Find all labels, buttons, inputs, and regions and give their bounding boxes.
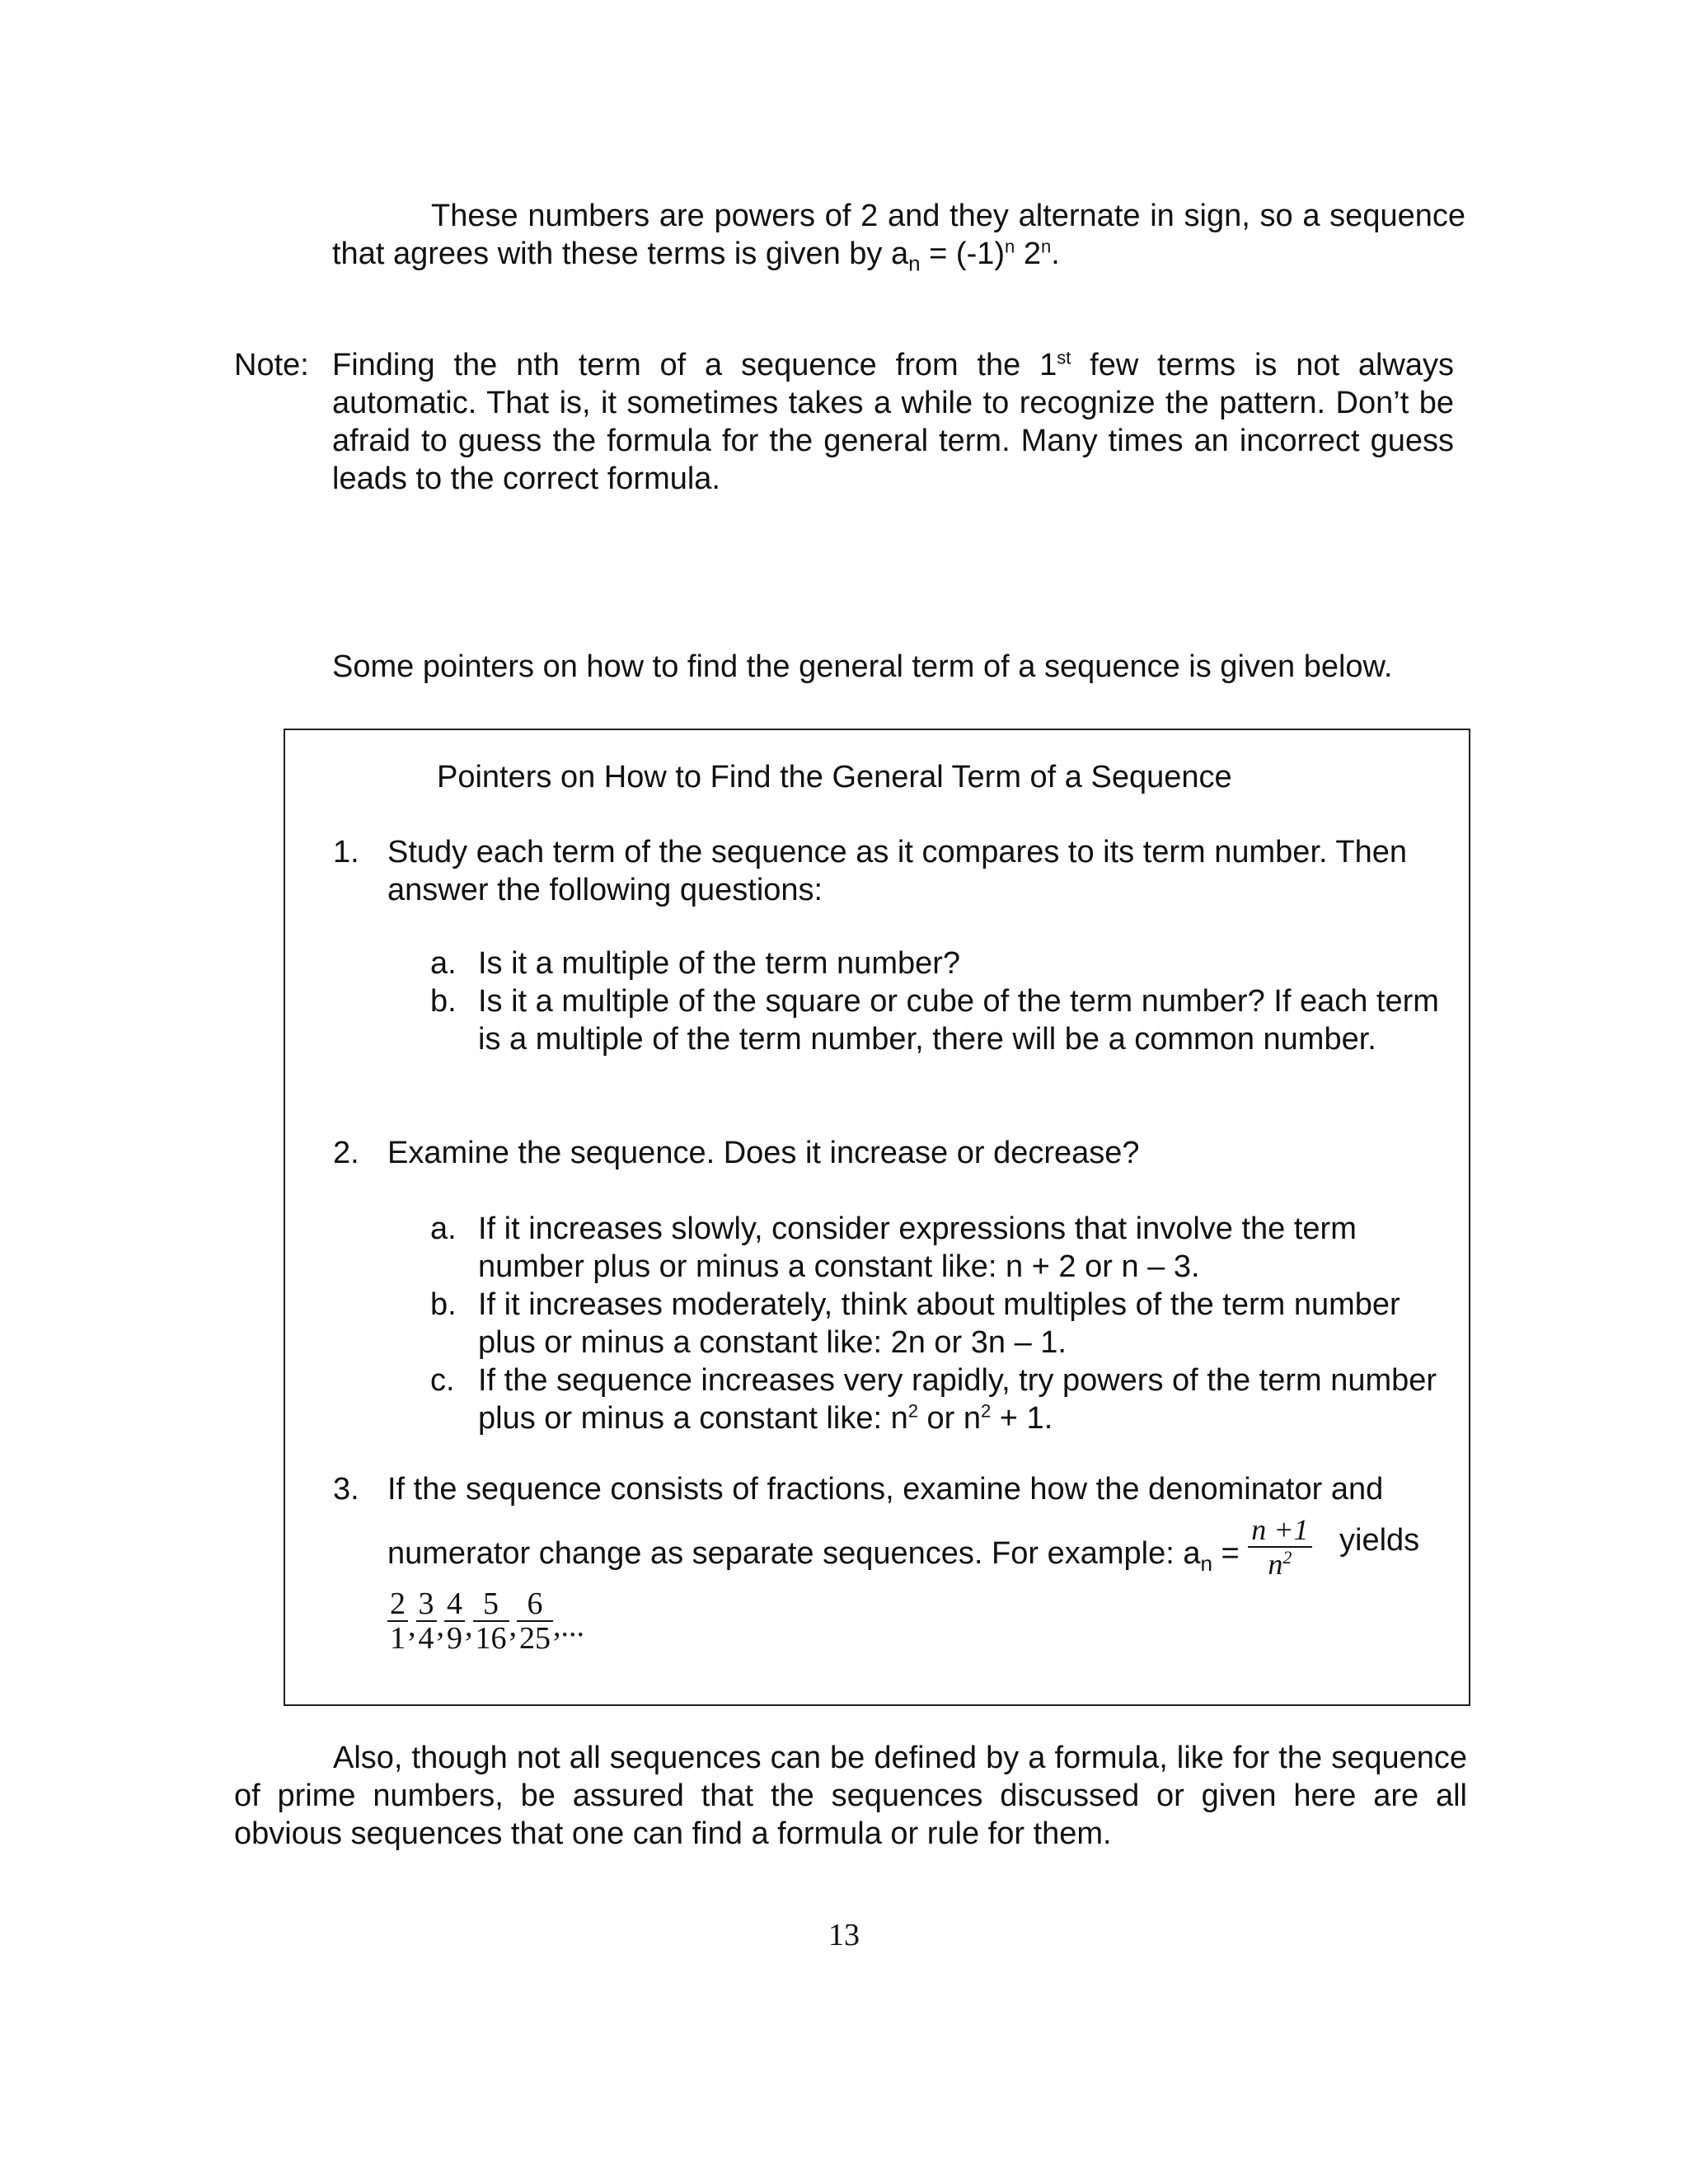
denominator-base: n <box>1268 1548 1283 1581</box>
fraction-term <box>473 1587 509 1655</box>
fraction-denominator: 16 <box>475 1621 507 1656</box>
formula-a: a <box>891 237 909 271</box>
paragraph-text: These numbers are powers of 2 and they alternate in sign, so a sequence that agrees with these terms is given by <box>332 199 1465 271</box>
sub-text-part2: or n <box>917 1401 981 1436</box>
fraction-numerator: 2 <box>387 1587 408 1622</box>
sub-text: Is it a multiple of the square or cube of the term number? If each term is a multiple of the term number, there will be a common number. <box>478 984 1439 1057</box>
item-number: 3. <box>333 1472 359 1507</box>
fraction-numerator: 3 <box>416 1587 437 1622</box>
fraction-term <box>416 1587 437 1655</box>
comma: , <box>509 1609 517 1643</box>
sub-letter: a. <box>430 946 457 981</box>
example-sub-n: n <box>1200 1550 1212 1576</box>
fraction-denominator: 9 <box>447 1621 462 1656</box>
formula-end: . <box>1051 237 1060 271</box>
example-text: numerator change as separate sequences. For example: a <box>387 1536 1201 1572</box>
page-number: 13 <box>828 1918 860 1952</box>
note-text <box>332 346 1454 498</box>
sub-letter: b. <box>430 1287 457 1322</box>
sub-text: Is it a multiple of the term number? <box>478 946 961 981</box>
sub-text-part3: + 1. <box>991 1401 1053 1436</box>
formula-exp1: n <box>1005 236 1015 257</box>
example-line <box>387 1513 1459 1581</box>
comma: , <box>408 1609 416 1643</box>
sub-text: If it increases slowly, consider expressions that involve the term number plus or minus a constant like: n + 2 or n – 3. <box>478 1212 1357 1284</box>
item-number: 1. <box>333 835 359 869</box>
comma: , <box>436 1609 444 1643</box>
fraction-denominator <box>1248 1548 1311 1581</box>
fraction-numerator: 6 <box>517 1587 553 1622</box>
closing-paragraph <box>234 1739 1467 1853</box>
sup-2: 2 <box>907 1400 918 1422</box>
yields-text: yields <box>1339 1523 1420 1558</box>
note-text-part2: few terms is not always automatic. That is, it sometimes takes a while to recognize the pattern. Don’t be afraid to guess the formula for the general term. Many times an incorrect guess leads to the correct formula. <box>332 348 1455 496</box>
sub-text <box>478 1361 1442 1437</box>
item-text: Examine the sequence. Does it increase or decrease? <box>387 1136 1140 1170</box>
note-label: Note: <box>234 348 309 382</box>
note-text-part1: Finding the nth term of a sequence from the 1 <box>332 348 1057 382</box>
sub-letter: a. <box>430 1212 457 1246</box>
formula-base2: 2 <box>1015 237 1041 271</box>
fraction-denominator: 25 <box>519 1621 551 1656</box>
ellipsis: ,... <box>553 1609 584 1643</box>
fraction-numerator: n +1 <box>1248 1513 1311 1548</box>
item-text: Study each term of the sequence as it compares to its term number. Then answer the following questions: <box>387 835 1408 907</box>
fraction-denominator: 1 <box>390 1621 406 1656</box>
note-sup: st <box>1057 347 1071 368</box>
intro-paragraph <box>332 197 1465 276</box>
formula-sub-n: n <box>908 251 921 276</box>
item-number: 2. <box>333 1136 359 1170</box>
sup-2: 2 <box>981 1400 992 1422</box>
box-title: Pointers on How to Find the General Term of a Sequence <box>437 760 1232 794</box>
pointers-intro: Some pointers on how to find the general term of a sequence is given below. <box>332 649 1393 684</box>
sub-text-part1: If the sequence increases very rapidly, try powers of the term number plus or minus a constant like: n <box>478 1363 1437 1436</box>
fraction-term <box>444 1587 465 1655</box>
comma: , <box>465 1609 473 1643</box>
fraction-term <box>517 1587 553 1655</box>
denominator-exp: 2 <box>1282 1547 1292 1568</box>
example-eq: = <box>1212 1536 1249 1572</box>
closing-text: Also, though not all sequences can be defined by a formula, like for the sequence of prime numbers, be assured that the sequences discussed or given here are all obvious sequences that one can find a formula or rule for them. <box>234 1741 1467 1851</box>
example-fraction <box>1248 1513 1311 1581</box>
fraction-numerator: 5 <box>473 1587 509 1622</box>
formula-exp2: n <box>1040 236 1052 257</box>
sub-letter: b. <box>430 984 457 1019</box>
formula-mid: = (-1) <box>920 237 1006 271</box>
fraction-sequence <box>387 1587 584 1655</box>
sub-text: If it increases moderately, think about multiples of the term number plus or minus a constant like: 2n or 3n – 1. <box>478 1287 1400 1360</box>
item-text: If the sequence consists of fractions, examine how the denominator and <box>387 1472 1384 1507</box>
fraction-denominator: 4 <box>418 1621 434 1656</box>
fraction-numerator: 4 <box>444 1587 465 1622</box>
sub-letter: c. <box>430 1363 455 1398</box>
fraction-term <box>387 1587 408 1655</box>
pointers-box <box>284 729 1470 1706</box>
